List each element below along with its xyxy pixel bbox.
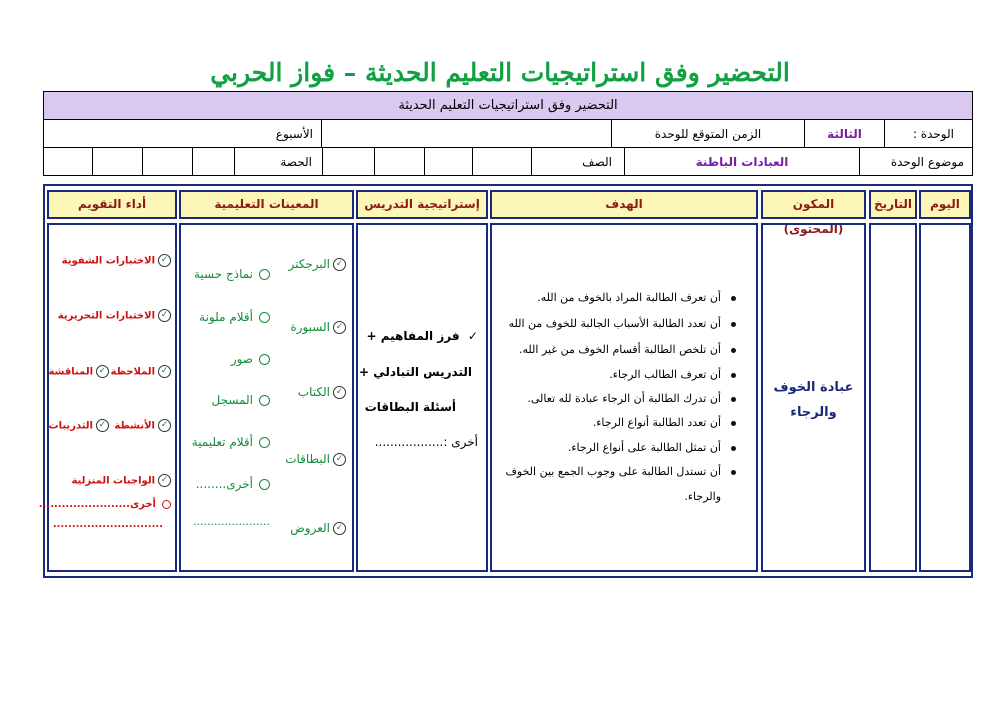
class-cell-1[interactable] bbox=[472, 148, 531, 175]
content-cell bbox=[761, 223, 866, 572]
bullet-icon bbox=[731, 446, 736, 451]
strategy-column bbox=[356, 190, 488, 572]
week-label: الأسبوع bbox=[234, 120, 321, 148]
unit-value: الثالثة bbox=[804, 120, 884, 148]
period-label: الحصة bbox=[234, 148, 322, 175]
bullet-icon bbox=[731, 397, 736, 402]
expected-time-label: الزمن المتوقع للوحدة bbox=[611, 120, 804, 148]
objective-item: أن تستدل الطالبة على وجوب الجمع بين الخوف bbox=[505, 465, 736, 478]
info-band: التحضير وفق استراتيجيات التعليم الحديثة bbox=[44, 92, 972, 120]
checked-circle-icon: ✓ bbox=[158, 365, 171, 378]
period-cell-4[interactable] bbox=[44, 148, 92, 175]
unit-topic-label: موضوع الوحدة bbox=[859, 148, 972, 175]
aid-material-item[interactable]: أقلام ملونة bbox=[199, 310, 270, 324]
lesson-info-table bbox=[43, 91, 973, 176]
checked-circle-icon: ✓ bbox=[333, 258, 346, 271]
objective-header: الهدف bbox=[490, 190, 758, 219]
bullet-icon bbox=[731, 470, 736, 475]
strategy-line-2: التدريس التبادلي + bbox=[359, 365, 472, 379]
aid-material-item[interactable]: أخرى........ bbox=[196, 477, 270, 491]
strategy-line-3: أسئلة البطاقات bbox=[364, 400, 456, 414]
bullet-icon bbox=[731, 322, 736, 327]
class-cell-4[interactable] bbox=[322, 148, 374, 175]
strategy-line-1: ✓ فرز المفاهيم + bbox=[366, 329, 478, 343]
empty-circle-icon bbox=[259, 312, 270, 323]
empty-circle-icon bbox=[259, 269, 270, 280]
objective-item: أن تعرف الطالب الرجاء. bbox=[609, 368, 736, 381]
objective-item: أن تلخص الطالبة أقسام الخوف من غير الله. bbox=[519, 343, 736, 356]
aids-header: المعينات التعليمية bbox=[179, 190, 354, 219]
date-cell[interactable] bbox=[869, 223, 917, 572]
check-icon: ✓ bbox=[459, 329, 478, 343]
aid-device-item[interactable]: ✓العروض bbox=[290, 521, 346, 535]
objective-item: أن تدرك الطالبة أن الرجاء عبادة لله تعالى. bbox=[527, 392, 736, 405]
empty-circle-icon bbox=[259, 354, 270, 365]
aid-material-item[interactable]: أقلام تعليمية bbox=[192, 435, 270, 449]
assessment-observation[interactable]: ✓الملاحظة bbox=[111, 365, 172, 378]
assessment-homework[interactable]: ✓الواجبات المنزلية bbox=[71, 474, 171, 487]
day-header: اليوم bbox=[919, 190, 971, 219]
day-cell[interactable] bbox=[919, 223, 971, 572]
checked-circle-icon: ✓ bbox=[96, 419, 109, 432]
week-value[interactable] bbox=[44, 120, 234, 148]
checked-circle-icon: ✓ bbox=[158, 254, 171, 267]
period-cell-1[interactable] bbox=[192, 148, 234, 175]
content-line-1: عبادة الخوف bbox=[773, 380, 854, 395]
lesson-plan-table bbox=[38, 184, 973, 578]
class-label: الصف bbox=[531, 148, 624, 175]
day-column bbox=[919, 190, 971, 572]
assessment-exercises[interactable]: ✓التدريبات bbox=[49, 419, 109, 432]
aid-material-item[interactable]: نماذج حسية bbox=[194, 267, 270, 281]
assessment-header: أداء التقويم bbox=[47, 190, 177, 219]
period-cell-3[interactable] bbox=[92, 148, 142, 175]
aid-material-item[interactable]: المسجل bbox=[212, 393, 270, 407]
aid-device-item[interactable]: ✓الكتاب bbox=[298, 385, 346, 399]
objective-cell bbox=[490, 223, 758, 572]
aid-other-dots[interactable]: ...................... bbox=[193, 515, 270, 528]
checked-circle-icon: ✓ bbox=[333, 453, 346, 466]
content-line-2: والرجاء bbox=[790, 405, 837, 420]
strategy-header: إستراتيجية التدريس bbox=[356, 190, 488, 219]
strategy-other[interactable]: أخرى :.................. bbox=[374, 435, 478, 449]
aids-cell bbox=[179, 223, 354, 572]
page-title: التحضير وفق استراتيجيات التعليم الحديثة – فواز الحربي bbox=[210, 58, 790, 87]
content-column bbox=[761, 190, 866, 572]
period-cell-2[interactable] bbox=[142, 148, 192, 175]
class-cell-2[interactable] bbox=[424, 148, 472, 175]
assessment-dots[interactable]: ............................. bbox=[52, 519, 163, 530]
checked-circle-icon: ✓ bbox=[158, 419, 171, 432]
empty-circle-icon bbox=[162, 500, 171, 509]
date-header: التاريخ bbox=[869, 190, 917, 219]
empty-circle-icon bbox=[259, 479, 270, 490]
checked-circle-icon: ✓ bbox=[96, 365, 109, 378]
assessment-column bbox=[38, 190, 177, 572]
bullet-icon bbox=[731, 421, 736, 426]
objective-item: أن تعرف الطالبة المراد بالخوف من الله. bbox=[537, 291, 736, 304]
strategy-cell bbox=[356, 223, 488, 572]
objective-item: أن تعدد الطالبة الأسباب الجالبة للخوف من الله bbox=[509, 317, 736, 330]
checked-circle-icon: ✓ bbox=[333, 522, 346, 535]
assessment-written[interactable]: ✓الاختبارات التحريرية bbox=[58, 309, 171, 322]
assessment-activities[interactable]: ✓الأنشطة bbox=[114, 419, 171, 432]
assessment-oral[interactable]: ✓الاختبارات الشفوية bbox=[62, 254, 171, 267]
date-column bbox=[869, 190, 917, 572]
bullet-icon bbox=[731, 296, 736, 301]
aid-material-item[interactable]: صور bbox=[231, 352, 270, 366]
bullet-icon bbox=[731, 348, 736, 353]
checked-circle-icon: ✓ bbox=[333, 386, 346, 399]
assessment-other[interactable]: أخرى........................ bbox=[39, 499, 171, 510]
checked-circle-icon: ✓ bbox=[158, 309, 171, 322]
aid-device-item[interactable]: ✓البطاقات bbox=[285, 452, 346, 466]
bullet-icon bbox=[731, 373, 736, 378]
class-cell-3[interactable] bbox=[374, 148, 424, 175]
aids-column bbox=[179, 190, 354, 572]
objective-column bbox=[490, 190, 758, 572]
unit-topic-value: العبادات الباطنة bbox=[624, 148, 859, 175]
objective-item: أن تعدد الطالبة أنواع الرجاء. bbox=[593, 416, 736, 429]
objective-item-continued: والرجاء. bbox=[684, 490, 721, 503]
aid-device-item[interactable]: ✓البرجكتر bbox=[288, 257, 346, 271]
assessment-discussion[interactable]: ✓المناقشة bbox=[48, 365, 109, 378]
unit-label: الوحدة : bbox=[884, 120, 972, 148]
aid-device-item[interactable]: ✓السبورة bbox=[290, 320, 346, 334]
empty-circle-icon bbox=[259, 437, 270, 448]
content-header: المكون (المحتوى) bbox=[761, 190, 866, 219]
empty-circle-icon bbox=[259, 395, 270, 406]
objective-item: أن تمثل الطالبة على أنواع الرجاء. bbox=[568, 441, 736, 454]
checked-circle-icon: ✓ bbox=[158, 474, 171, 487]
assessment-cell bbox=[38, 223, 177, 572]
expected-time-value[interactable] bbox=[321, 120, 611, 148]
checked-circle-icon: ✓ bbox=[333, 321, 346, 334]
